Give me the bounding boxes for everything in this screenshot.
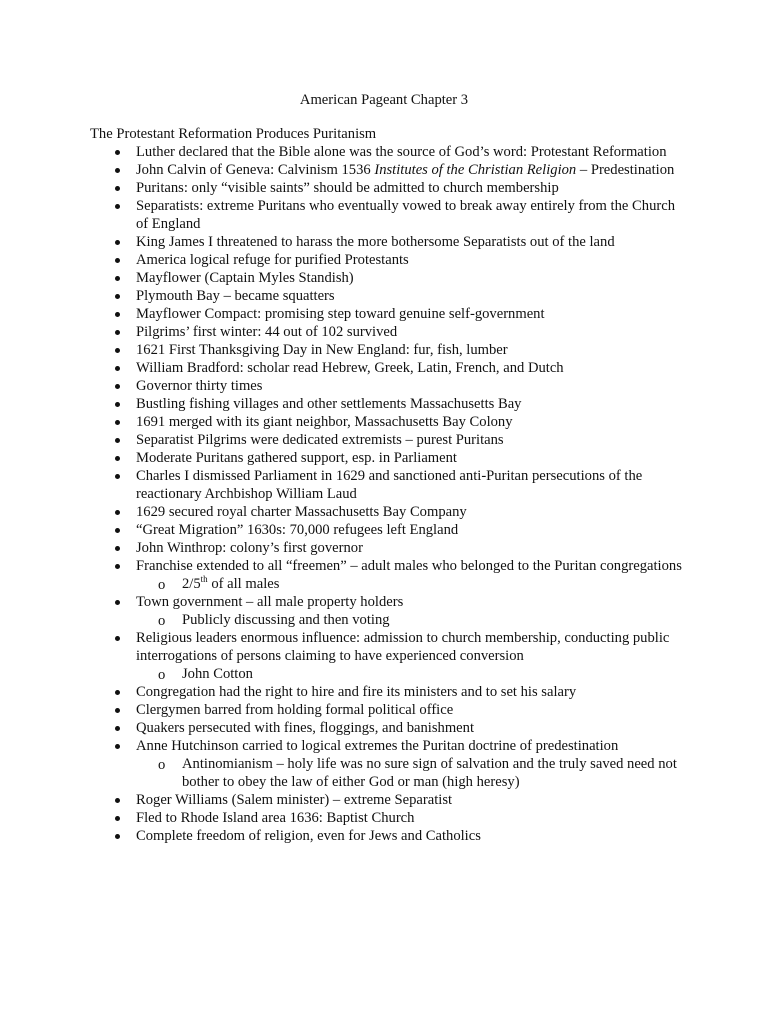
bullet-icon (115, 150, 120, 155)
list-item (0, 179, 682, 197)
sub-bullet-icon: o (158, 613, 166, 629)
list-item-text: Complete freedom of religion, even for Jews and Catholics (136, 828, 481, 844)
list-item (0, 539, 682, 557)
bullet-icon (115, 510, 120, 515)
bullet-icon (115, 438, 120, 443)
bullet-icon (115, 456, 120, 461)
bullet-icon (115, 690, 120, 695)
bullet-icon (115, 726, 120, 731)
list-item-text: 1621 First Thanksgiving Day in New England: fur, fish, lumber (136, 342, 508, 358)
list-item-text: – Predestination (576, 162, 675, 178)
list-item (0, 269, 682, 287)
bullet-icon (115, 816, 120, 821)
list-item-text: Moderate Puritans gathered support, esp. in Parliament (136, 450, 457, 466)
list-item (0, 449, 682, 467)
bullet-icon (115, 420, 120, 425)
bullet-icon (115, 186, 120, 191)
bullet-icon (115, 240, 120, 245)
list-item (0, 197, 682, 233)
list-item (0, 305, 682, 323)
list-item (0, 467, 682, 503)
bullet-icon (115, 330, 120, 335)
list-item-text: Clergymen barred from holding formal political office (136, 702, 454, 718)
list-item (0, 233, 682, 251)
section-heading: The Protestant Reformation Produces Puritanism (90, 126, 377, 142)
bullet-icon (115, 564, 120, 569)
sub-list-item-text: of all males (207, 576, 280, 592)
list-item (0, 143, 682, 161)
list-item (0, 395, 682, 413)
list-item (0, 701, 682, 719)
bullet-icon (115, 474, 120, 479)
list-item (0, 161, 682, 179)
list-item-text: Separatist Pilgrims were dedicated extremists – purest Puritans (136, 432, 504, 448)
list-item-book-title: Institutes of the Christian Religion (374, 162, 577, 178)
list-item (0, 359, 682, 377)
list-item-text: “Great Migration” 1630s: 70,000 refugees left England (136, 522, 459, 538)
sub-list-item-text: Publicly discussing and then voting (182, 612, 390, 628)
list-item-text: Religious leaders enormous influence: admission to church membership, conducting public interrogations of persons claiming to have experienced conversion (136, 630, 670, 664)
bullet-icon (115, 276, 120, 281)
list-item-text: Mayflower Compact: promising step toward genuine self-government (136, 306, 545, 322)
bullet-icon (115, 168, 120, 173)
list-item (0, 521, 682, 539)
sub-bullet-icon: o (158, 577, 166, 593)
list-item-text: Fled to Rhode Island area 1636: Baptist Church (136, 810, 415, 826)
list-item-text: William Bradford: scholar read Hebrew, Greek, Latin, French, and Dutch (136, 360, 564, 376)
list-item (0, 413, 682, 431)
list-item-text: John Winthrop: colony’s first governor (136, 540, 363, 556)
list-item-text: Governor thirty times (136, 378, 263, 394)
sub-list-item (0, 611, 682, 629)
list-item-text: John Calvin of Geneva: Calvinism 1536 (136, 162, 375, 178)
bullet-icon (115, 528, 120, 533)
list-item-text: 1691 merged with its giant neighbor, Massachusetts Bay Colony (136, 414, 513, 430)
list-item-text: Congregation had the right to hire and fire its ministers and to set his salary (136, 684, 577, 700)
sub-list-item (0, 575, 682, 593)
list-item (0, 377, 682, 395)
bullet-icon (115, 312, 120, 317)
sub-list-item-text: 2/5 (182, 576, 201, 592)
list-item (0, 557, 682, 575)
list-item (0, 809, 682, 827)
bullet-icon (115, 384, 120, 389)
bullet-icon (115, 294, 120, 299)
bullet-icon (115, 204, 120, 209)
list-item (0, 503, 682, 521)
ordinal-superscript: th (200, 574, 208, 585)
bullet-icon (115, 258, 120, 263)
sub-bullet-icon: o (158, 667, 166, 683)
list-item-text: Luther declared that the Bible alone was the source of God’s word: Protestant Reformation (136, 144, 667, 160)
list-item-text: Pilgrims’ first winter: 44 out of 102 survived (136, 324, 398, 340)
list-item-text: Charles I dismissed Parliament in 1629 and sanctioned anti-Puritan persecutions of the reactionary Archbishop William Laud (136, 468, 643, 502)
list-item-text: Quakers persecuted with fines, floggings, and banishment (136, 720, 475, 736)
bullet-icon (115, 708, 120, 713)
document-title: American Pageant Chapter 3 (299, 92, 469, 108)
list-item (0, 323, 682, 341)
sub-list-item (0, 665, 682, 683)
list-item-text: Anne Hutchinson carried to logical extremes the Puritan doctrine of predestination (136, 738, 619, 754)
sub-list-item-text: John Cotton (182, 666, 253, 682)
list-item-text: Mayflower (Captain Myles Standish) (136, 270, 354, 286)
list-item (0, 719, 682, 737)
list-item-text: Roger Williams (Salem minister) – extreme Separatist (136, 792, 453, 808)
bullet-icon (115, 636, 120, 641)
bullet-list (0, 143, 768, 845)
list-item-text: King James I threatened to harass the more bothersome Separatists out of the land (136, 234, 615, 250)
list-item (0, 251, 682, 269)
bullet-icon (115, 366, 120, 371)
list-item (0, 341, 682, 359)
list-item-text: 1629 secured royal charter Massachusetts Bay Company (136, 504, 467, 520)
bullet-icon (115, 348, 120, 353)
list-item-text: America logical refuge for purified Protestants (136, 252, 409, 268)
sub-list-item-text: Antinomianism – holy life was no sure sign of salvation and the truly saved need not bother to obey the law of either God or man (high heresy) (182, 756, 677, 790)
bullet-icon (115, 744, 120, 749)
list-item-text: Puritans: only “visible saints” should be admitted to church membership (136, 180, 559, 196)
bullet-icon (115, 798, 120, 803)
bullet-icon (115, 546, 120, 551)
list-item-text: Town government – all male property holders (136, 594, 404, 610)
list-item (0, 737, 682, 755)
list-item (0, 593, 682, 611)
list-item (0, 791, 682, 809)
list-item (0, 827, 682, 845)
list-item-text: Separatists: extreme Puritans who eventually vowed to break away entirely from the Church of England (136, 198, 675, 232)
list-item (0, 683, 682, 701)
list-item (0, 431, 682, 449)
list-item-text: Plymouth Bay – became squatters (136, 288, 335, 304)
sub-list-item (0, 755, 682, 791)
list-item-text: Bustling fishing villages and other settlements Massachusetts Bay (136, 396, 522, 412)
list-item (0, 629, 682, 665)
bullet-icon (115, 600, 120, 605)
sub-bullet-icon: o (158, 757, 166, 773)
list-item-text: Franchise extended to all “freemen” – adult males who belonged to the Puritan congregations (136, 558, 682, 574)
list-item (0, 287, 682, 305)
bullet-icon (115, 834, 120, 839)
bullet-icon (115, 402, 120, 407)
